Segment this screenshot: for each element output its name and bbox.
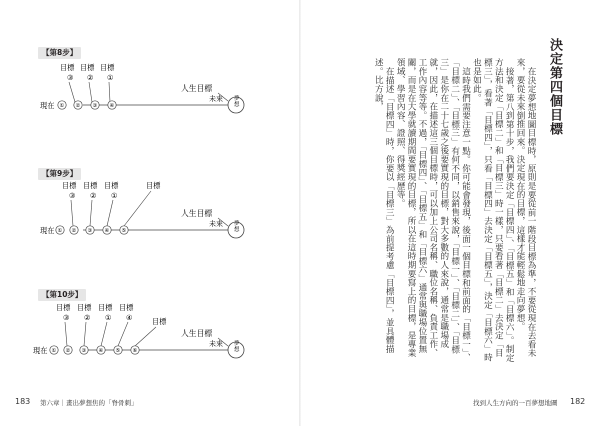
svg-text:②: ② bbox=[90, 191, 97, 200]
svg-text:③: ③ bbox=[92, 103, 98, 109]
svg-text:目標: 目標 bbox=[152, 317, 167, 326]
step-diagram bbox=[0, 178, 300, 253]
section-heading: 決定第四個目標 bbox=[547, 38, 562, 136]
life-goal-label: 人生目標 bbox=[181, 209, 213, 218]
chapter-footer: 第六章｜畫出夢想焦的「脊骨刺」 bbox=[40, 399, 138, 407]
svg-text:③: ③ bbox=[67, 73, 74, 82]
paragraph: 在決定夢想地圖目標時，原則是要從前一階段目標為準，不要從現在去看未來，要從未來倒推回來。決定現在的目標，這樣才能輕鬆地走向夢想。 bbox=[515, 58, 536, 357]
svg-text:②: ② bbox=[71, 228, 77, 234]
svg-text:目標: 目標 bbox=[83, 181, 98, 190]
svg-text:①: ① bbox=[107, 73, 114, 82]
future-label: 未來 bbox=[209, 340, 223, 348]
svg-text:③: ③ bbox=[87, 228, 93, 234]
svg-text:③: ③ bbox=[69, 191, 76, 200]
now-label: 現在 bbox=[40, 226, 55, 235]
step-label: 【第9步】 bbox=[38, 168, 81, 180]
goal-label bbox=[56, 303, 167, 326]
life-goal-label: 人生目標 bbox=[181, 329, 213, 338]
step-diagram bbox=[0, 58, 300, 128]
svg-text:目標: 目標 bbox=[62, 181, 77, 190]
svg-text:④: ④ bbox=[98, 348, 104, 354]
svg-text:目標: 目標 bbox=[146, 181, 161, 190]
paragraph: 這時我們需要注意一點。你可能會發現，後面一個目標和前面的「目標一」、「目標二」、「目標三」有何不同，以銷售來說，「目標一」、「目標二」、「目標三」是你在二十七歲之後要實現的目標，對大多數的人來說，通常是職場成就，因此，在描述這三個目標時，可以加上公司名稱、職位名稱、負責工作、工作內容等等。不過，「目標四」、「目標五」和「目標六」通常與職場位置無關，而是在大學就讀期間要實現的目標，所以在這時期要寫上的目標，是專業領域、學習內容、證照、得獎經歷等。 bbox=[395, 58, 471, 362]
paragraph: 接著，第八到第十步，我們要決定「目標四」、「目標五」和「目標六」。制定方法和決定「目標二」和「目標三」時一樣，只要看著「目標二」去決定「目標三」，看著「目標四」，只看「目標四」去決定「目標五」，決定「目標六」時也是如此。 bbox=[471, 58, 515, 362]
goal-label bbox=[60, 63, 115, 72]
dream-label: 夢想 bbox=[234, 221, 240, 233]
goal-number bbox=[69, 191, 117, 200]
svg-text:③: ③ bbox=[63, 313, 70, 322]
svg-text:①: ① bbox=[57, 228, 63, 234]
svg-text:④: ④ bbox=[126, 313, 133, 322]
svg-text:目標: 目標 bbox=[100, 63, 115, 72]
svg-text:⑤: ⑤ bbox=[121, 228, 127, 234]
svg-text:目標: 目標 bbox=[98, 303, 113, 312]
future-label: 未來 bbox=[209, 95, 223, 103]
now-label: 現在 bbox=[40, 101, 55, 110]
svg-text:目標: 目標 bbox=[56, 303, 71, 312]
life-goal-label: 人生目標 bbox=[181, 84, 213, 93]
svg-text:①: ① bbox=[111, 191, 118, 200]
svg-text:④: ④ bbox=[104, 228, 110, 234]
svg-text:②: ② bbox=[75, 103, 81, 109]
goal-number bbox=[67, 73, 113, 82]
svg-text:①: ① bbox=[51, 348, 57, 354]
goal-pointer bbox=[69, 82, 110, 102]
svg-text:①: ① bbox=[105, 313, 112, 322]
step-label: 【第8步】 bbox=[38, 47, 81, 59]
paragraph: 在描述「目標四」時，你要以「目標三」為前提考慮「目標四」，並具體描述。比方說， bbox=[373, 58, 395, 353]
svg-text:①: ① bbox=[59, 103, 65, 109]
svg-text:目標: 目標 bbox=[77, 303, 92, 312]
future-label: 未來 bbox=[209, 220, 223, 228]
page-number: 182 bbox=[570, 397, 586, 406]
svg-text:②: ② bbox=[87, 73, 94, 82]
step-label: 【第10步】 bbox=[38, 289, 86, 301]
svg-text:目標: 目標 bbox=[80, 63, 95, 72]
svg-text:⑤: ⑤ bbox=[115, 348, 121, 354]
book-title-footer: 找到人生方向的一百夢想地圖 bbox=[473, 399, 558, 407]
timeline-node-number bbox=[60, 103, 115, 109]
goal-label bbox=[62, 181, 161, 190]
svg-text:目標: 目標 bbox=[119, 303, 134, 312]
goal-pointer bbox=[65, 322, 156, 346]
svg-text:④: ④ bbox=[109, 103, 115, 109]
timeline-node-number bbox=[58, 228, 127, 234]
step-diagram bbox=[0, 300, 300, 375]
page-number: 183 bbox=[15, 397, 31, 406]
goal-number bbox=[63, 313, 132, 322]
body-text bbox=[340, 58, 536, 362]
svg-text:目標: 目標 bbox=[60, 63, 75, 72]
dream-label: 夢想 bbox=[234, 96, 240, 108]
dream-label: 夢想 bbox=[234, 341, 240, 353]
now-label: 現在 bbox=[33, 346, 48, 355]
svg-text:目標: 目標 bbox=[104, 181, 119, 190]
svg-text:⑥: ⑥ bbox=[132, 348, 138, 354]
svg-text:②: ② bbox=[65, 348, 71, 354]
svg-text:③: ③ bbox=[81, 348, 87, 354]
svg-text:②: ② bbox=[84, 313, 91, 322]
